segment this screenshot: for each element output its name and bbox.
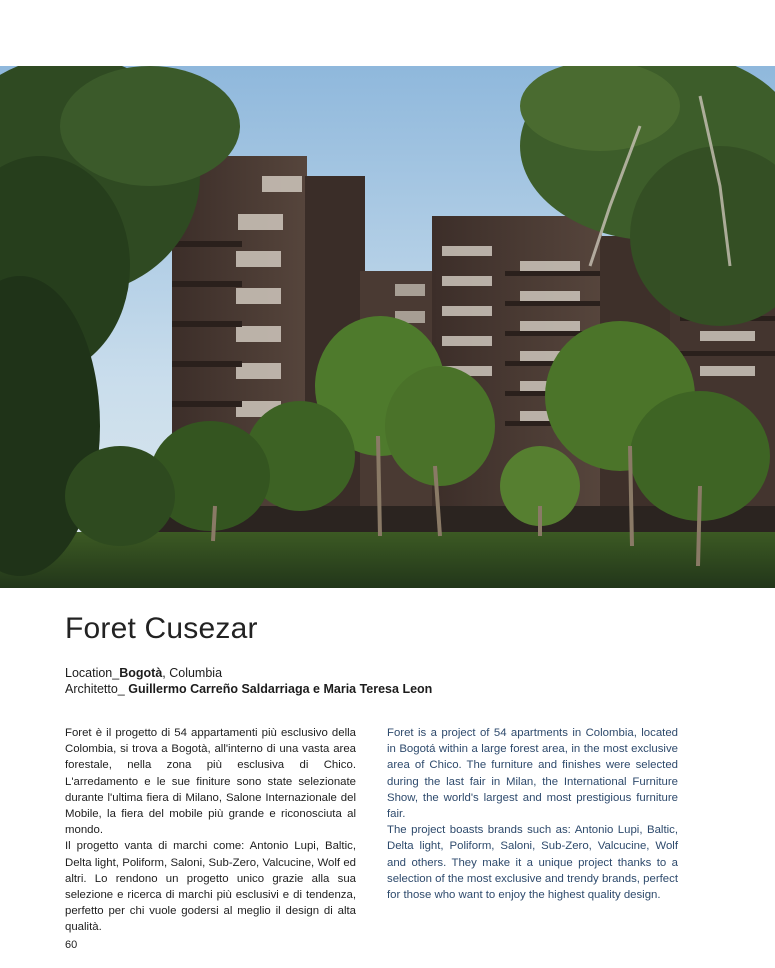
italian-text-column [65, 725, 356, 936]
architect-names: Guillermo Carreño Saldarriaga e Maria Teresa Leon [128, 682, 433, 696]
location-country: , Columbia [162, 666, 223, 680]
hero-image [0, 66, 775, 588]
italian-paragraph-1: Foret è il progetto di 54 appartamenti più esclusivo della Colombia, si trova a Bogotà, all'interno di una vasta area forestale, nella zona più esclusiva di Chico. L'arredamento e le sue finiture sono state selezionate durante l'ultima fiera di Milano, Salone Internazionale del Mobile, la fiera del mobile più grande e riconosciuta al mondo. [65, 727, 356, 837]
italian-paragraph-2: Il progetto vanta di marchi come: Antonio Lupi, Baltic, Delta light, Poliform, Saloni, Sub-Zero, Valcucine, Wolf ed altri. Lo rendono un progetto unico grazie alla sua selezione e ricerca di marchi più esclusivi e di tendenza, perfetto per chi vuole godersi al meglio il design di alta qualità. [65, 840, 356, 934]
location-label: Location_ [65, 666, 120, 680]
english-text-column [387, 725, 678, 903]
page-number: 60 [65, 939, 78, 951]
location-city: Bogotà [119, 666, 163, 680]
architect-line [65, 681, 432, 697]
location-line [65, 665, 432, 681]
project-meta [65, 665, 432, 697]
project-title: Foret Cusezar [65, 612, 258, 645]
building-rendering-illustration [0, 66, 775, 588]
english-paragraph-2: The project boasts brands such as: Antonio Lupi, Baltic, Delta light, Poliform, Saloni, Sub-Zero, Valcucine, Wolf and others. They make it a unique project thanks to a selection of the most exclusive and trendy brands, perfect for those who want to enjoy the highest quality design. [387, 824, 678, 902]
english-paragraph-1: Foret is a project of 54 apartments in Colombia, located in Bogotá within a large forest area, in the most exclusive area of Chico. The furniture and finishes were selected during the last fair in Milan, the International Furniture Show, the world's largest and most prestigious furniture fair. [387, 727, 678, 821]
architect-label: Architetto_ [65, 682, 125, 696]
